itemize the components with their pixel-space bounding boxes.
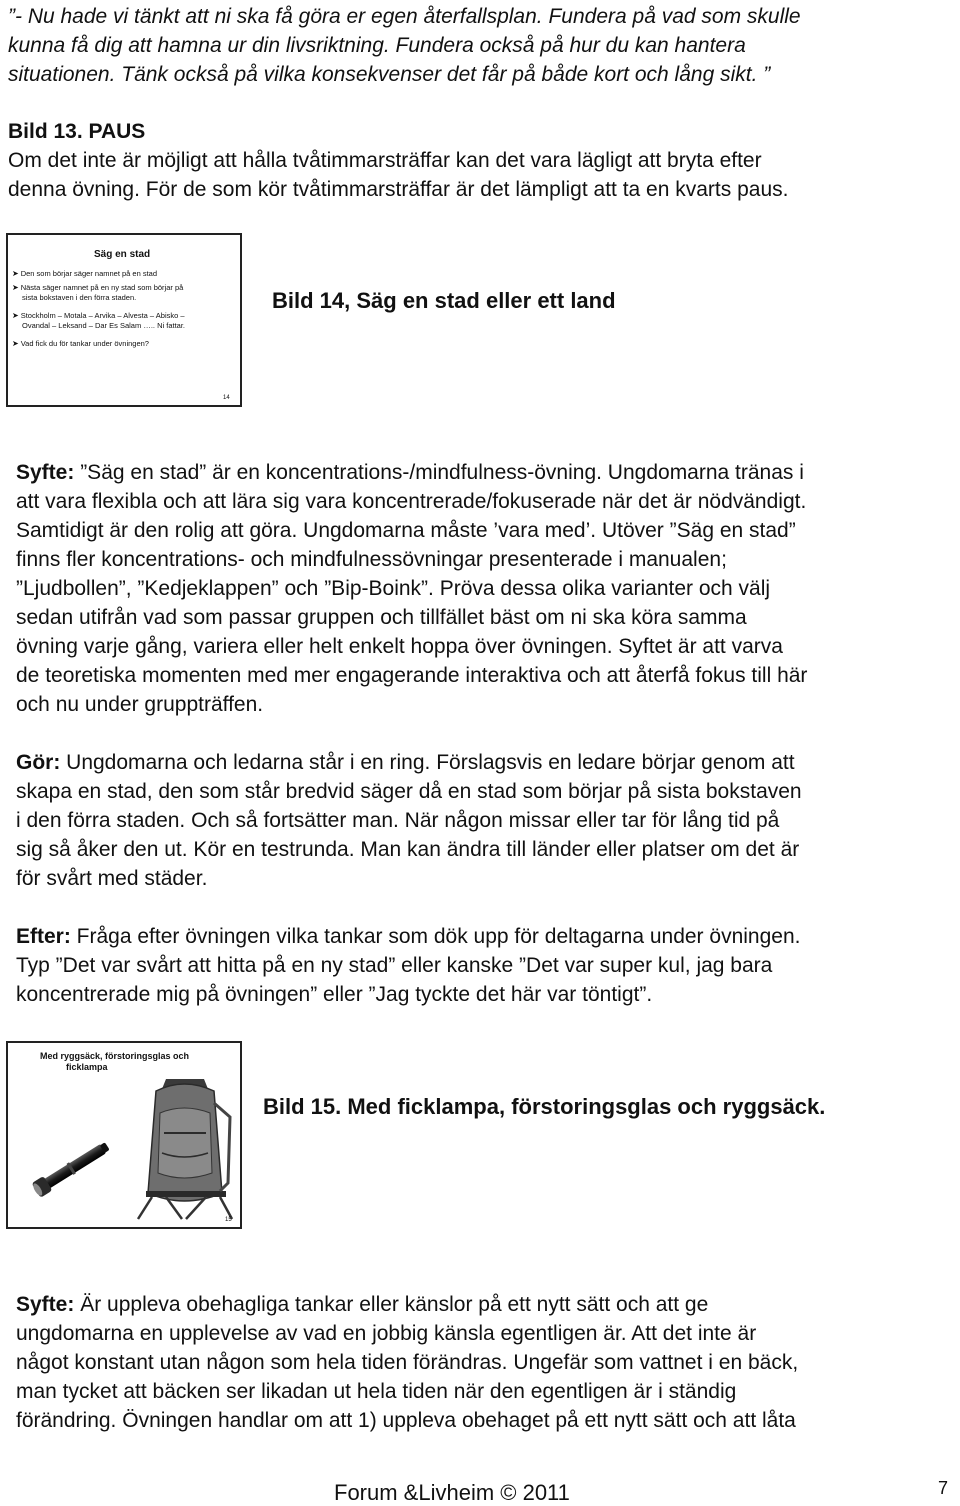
syfte1-line: att vara flexibla och att lära sig vara koncentrerade/fokuserade när det är nödvändigt.	[16, 490, 807, 513]
efter-section	[16, 922, 800, 1009]
syfte1-line: ”Ljudbollen”, ”Kedjeklappen” och ”Bip-Boink”. Pröva dessa olika varianter och välj	[16, 577, 771, 600]
slide14-title: Säg en stad	[94, 249, 151, 260]
slide14-bullet: ➤ Stockholm – Motala – Arvika – Alvesta – Abisko –	[12, 311, 185, 320]
slide15-number: 15	[225, 1217, 232, 1223]
slide14-thumbnail	[6, 233, 242, 407]
syfte2-section	[16, 1290, 798, 1435]
efter-line: koncentrerade mig på övningen” eller ”Jag tyckte det här var töntigt”.	[16, 983, 653, 1006]
page-number: 7	[938, 1478, 949, 1498]
gor-line: för svårt med städer.	[16, 867, 208, 890]
flashlight-image	[30, 1133, 120, 1203]
slide15-thumbnail	[6, 1041, 242, 1229]
bullet-arrow-icon: ➤	[12, 339, 19, 348]
slide14-bullet-cont: Ovandal – Leksand – Dar Es Salam ….. Ni fattar.	[22, 321, 185, 330]
gor-line: skapa en stad, den som står bredvid säger då en stad som börjar på sista bokstaven	[16, 780, 802, 803]
gor-line: Ungdomarna och ledarna står i en ring. Förslagsvis en ledare börjar genom att	[60, 751, 795, 774]
syfte2-line: man tycket att bäcken ser likadan ut hela tiden när den egentligen är i ständig	[16, 1380, 737, 1403]
syfte1-label: Syfte:	[16, 461, 75, 484]
gor-line: i den förra staden. Och så fortsätter man. När någon missar eller tar för lång tid på	[16, 809, 780, 832]
slide14-bullet: ➤ Vad fick du för tankar under övningen?	[12, 339, 149, 348]
bullet-arrow-icon: ➤	[12, 269, 19, 278]
efter-label: Efter:	[16, 925, 71, 948]
slide14-bullet-cont: sista bokstaven i den förra staden.	[22, 293, 137, 302]
syfte1-line: Samtidigt är den rolig att göra. Ungdomarna måste ’vara med’. Utöver ”Säg en stad”	[16, 519, 796, 542]
footer-text: Forum &Livheim © 2011	[334, 1480, 570, 1505]
intro-paragraph	[8, 2, 801, 89]
slide14-bullet: ➤ Den som börjar säger namnet på en stad	[12, 269, 158, 278]
intro-line: situationen. Tänk också på vilka konsekvenser det får på både kort och lång sikt. ”	[8, 63, 771, 86]
bild13-line: Om det inte är möjligt att hålla tvåtimmarsträffar kan det vara lägligt att bryta efter	[8, 149, 762, 172]
syfte2-line: Är uppleva obehagliga tankar eller känslor på ett nytt sätt och att ge	[74, 1293, 709, 1316]
bullet-arrow-icon: ➤	[12, 283, 19, 292]
syfte1-line: sedan utifrån vad som passar gruppen och tillfället bäst om ni ska köra samma	[16, 606, 747, 629]
syfte1-line: och nu under gruppträffen.	[16, 693, 264, 716]
efter-line: Fråga efter övningen vilka tankar som dök upp för deltagarna under övningen.	[70, 925, 801, 948]
syfte2-line: något konstant utan någon som hela tiden förändras. Ungefär som vattnet i en bäck,	[16, 1351, 799, 1374]
syfte1-section	[16, 458, 807, 719]
backpack-image	[126, 1073, 238, 1221]
slide14-bullet: ➤ Nästa säger namnet på en ny stad som börjar på	[12, 283, 184, 292]
bild13-line: denna övning. För de som kör tvåtimmarsträffar är det lämpligt att ta en kvarts paus.	[8, 178, 789, 201]
efter-line: Typ ”Det var svårt att hitta på en ny stad” eller kanske ”Det var super kul, jag bara	[16, 954, 773, 977]
bullet-arrow-icon: ➤	[12, 311, 19, 320]
intro-line: kunna få dig att hamna ur din livsriktning. Fundera också på hur du kan hantera	[8, 34, 746, 57]
syfte2-line: ungdomarna en upplevelse av vad en jobbig känsla egentligen är. Att det inte är	[16, 1322, 757, 1345]
gor-label: Gör:	[16, 751, 61, 774]
bild13-heading: Bild 13. PAUS	[8, 120, 146, 143]
slide15-caption: Bild 15. Med ficklampa, förstoringsglas och ryggsäck.	[263, 1094, 826, 1119]
slide14-caption: Bild 14, Säg en stad eller ett land	[272, 288, 616, 313]
syfte1-line: finns fler koncentrations- och mindfulnessövningar presenterade i manualen;	[16, 548, 727, 571]
syfte1-line: de teoretiska momenten med mer engagerande interaktiva och att återfå fokus till här	[16, 664, 808, 687]
syfte2-label: Syfte:	[16, 1293, 75, 1316]
slide14-number: 14	[223, 395, 230, 401]
gor-line: sig så åker den ut. Kör en testrunda. Man kan ändra till länder eller platser om det är	[16, 838, 800, 861]
intro-line: ”- Nu hade vi tänkt att ni ska få göra er egen återfallsplan. Fundera på vad som skulle	[8, 5, 801, 28]
gor-section	[16, 748, 802, 893]
bild13-section	[8, 117, 788, 204]
syfte1-line: övning varje gång, variera eller helt enkelt hoppa över övningen. Syftet är att varva	[16, 635, 783, 658]
syfte1-line: ”Säg en stad” är en koncentrations-/mindfulness-övning. Ungdomarna tränas i	[74, 461, 804, 484]
syfte2-line: förändring. Övningen handlar om att 1) uppleva obehaget på ett nytt sätt och att låta	[16, 1409, 796, 1432]
slide15-title: Med ryggsäck, förstoringsglas och ficklampa	[40, 1051, 190, 1072]
